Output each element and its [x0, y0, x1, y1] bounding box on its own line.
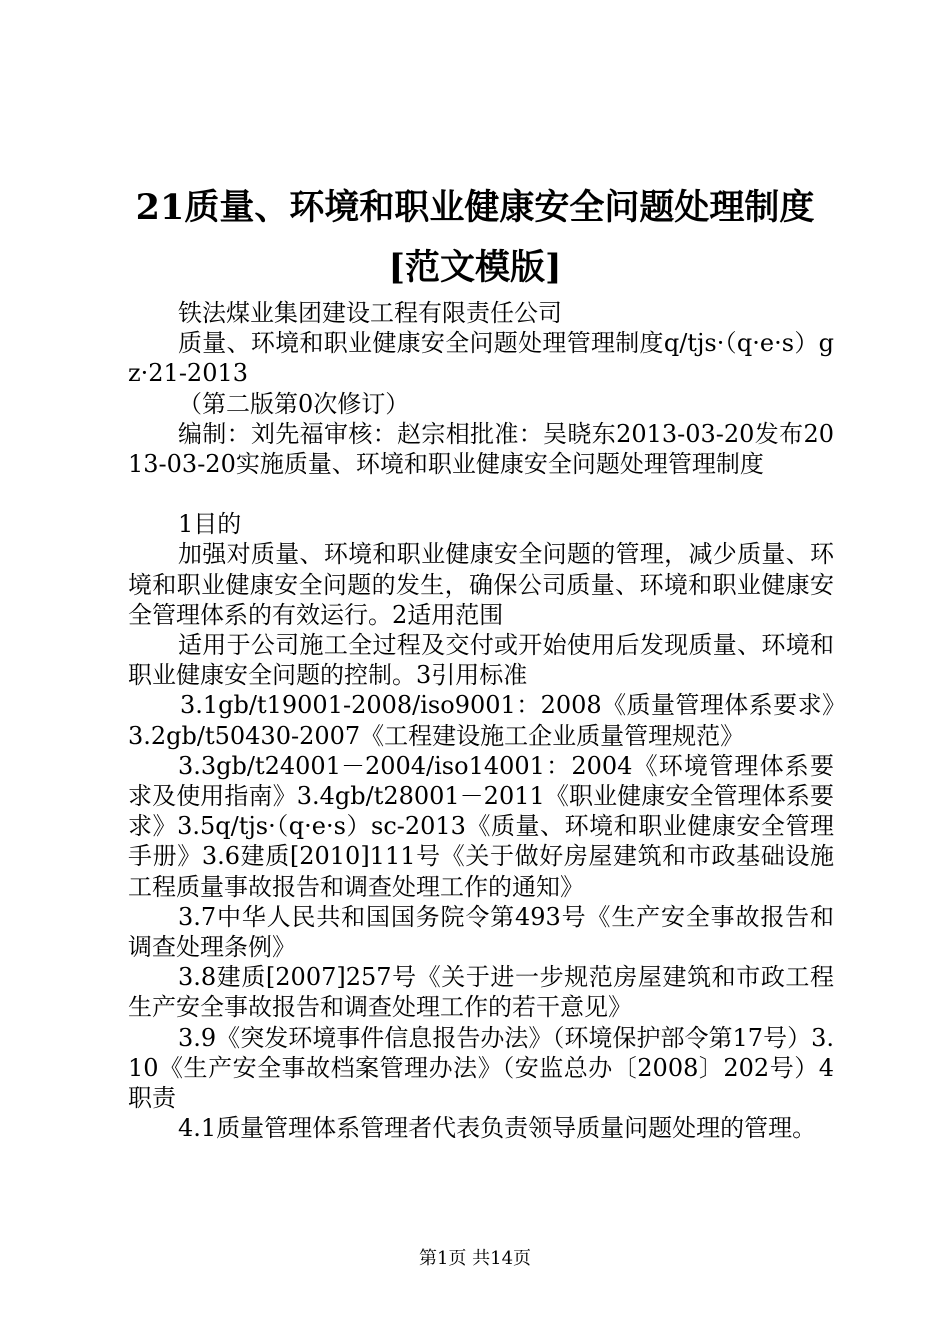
document-body: [128, 298, 834, 1143]
paragraph-purpose: 加强对质量、环境和职业健康安全问题的管理，减少质量、环境和职业健康安全问题的发生，确保公司质量、环境和职业健康安全管理体系的有效运行。2适用范围: [128, 540, 834, 629]
paragraph-reference-2: 3.3gb/t24001－2004/iso14001：2004《环境管理体系要求及使用指南》3.4gb/t28001－2011《职业健康安全管理体系要求》3.5q/tjs·（q·e·s）sc-2013《质量、环境和职业健康安全管理手册》3.6建质[2010]111号《关于做好房屋建筑和市政基础设施工程质量事故报告和调查处理工作的通知》: [128, 751, 834, 901]
paragraph-reference-5: 3.9《突发环境事件信息报告办法》（环境保护部令第17号）3.10《生产安全事故档案管理办法》（安监总办〔2008〕202号）4职责: [128, 1023, 834, 1113]
standard-title: 质量、环境和职业健康安全问题处理管理制度q/tjs·（q·e·s）gz·21-2013: [128, 329, 834, 388]
paragraph-reference-4: 3.8建质[2007]257号《关于进一步规范房屋建筑和市政工程生产安全事故报告和调查处理工作的若干意见》: [128, 963, 834, 1022]
document-title-suffix: [范文模版]: [388, 247, 562, 288]
paragraph-responsibility: 4.1质量管理体系管理者代表负责领导质量问题处理的管理。: [178, 1114, 817, 1143]
approval-info: 编制：刘先福审核：赵宗相批准：吴晓东2013-03-20发布2013-03-20实施质量、环境和职业健康安全问题处理管理制度: [128, 419, 834, 479]
page-number: 第1页 共14页: [418, 1248, 532, 1269]
paragraph-reference-3: 3.7中华人民共和国国务院令第493号《生产安全事故报告和调查处理条例》: [128, 902, 834, 962]
paragraph-reference-1: 3.1gb/t19001-2008/iso9001：2008《质量管理体系要求》3.2gb/t50430-2007《工程建设施工企业质量管理规范》: [128, 691, 834, 750]
revision-note: （第二版第0次修订）: [178, 389, 410, 418]
company-name: 铁法煤业集团建设工程有限责任公司: [178, 299, 562, 327]
section-heading-purpose: 1目的: [178, 510, 242, 539]
document-title: 21质量、环境和职业健康安全问题处理制度: [135, 187, 815, 228]
paragraph-scope: 适用于公司施工全过程及交付或开始使用后发现质量、环境和职业健康安全问题的控制。3引用标准: [128, 631, 834, 690]
